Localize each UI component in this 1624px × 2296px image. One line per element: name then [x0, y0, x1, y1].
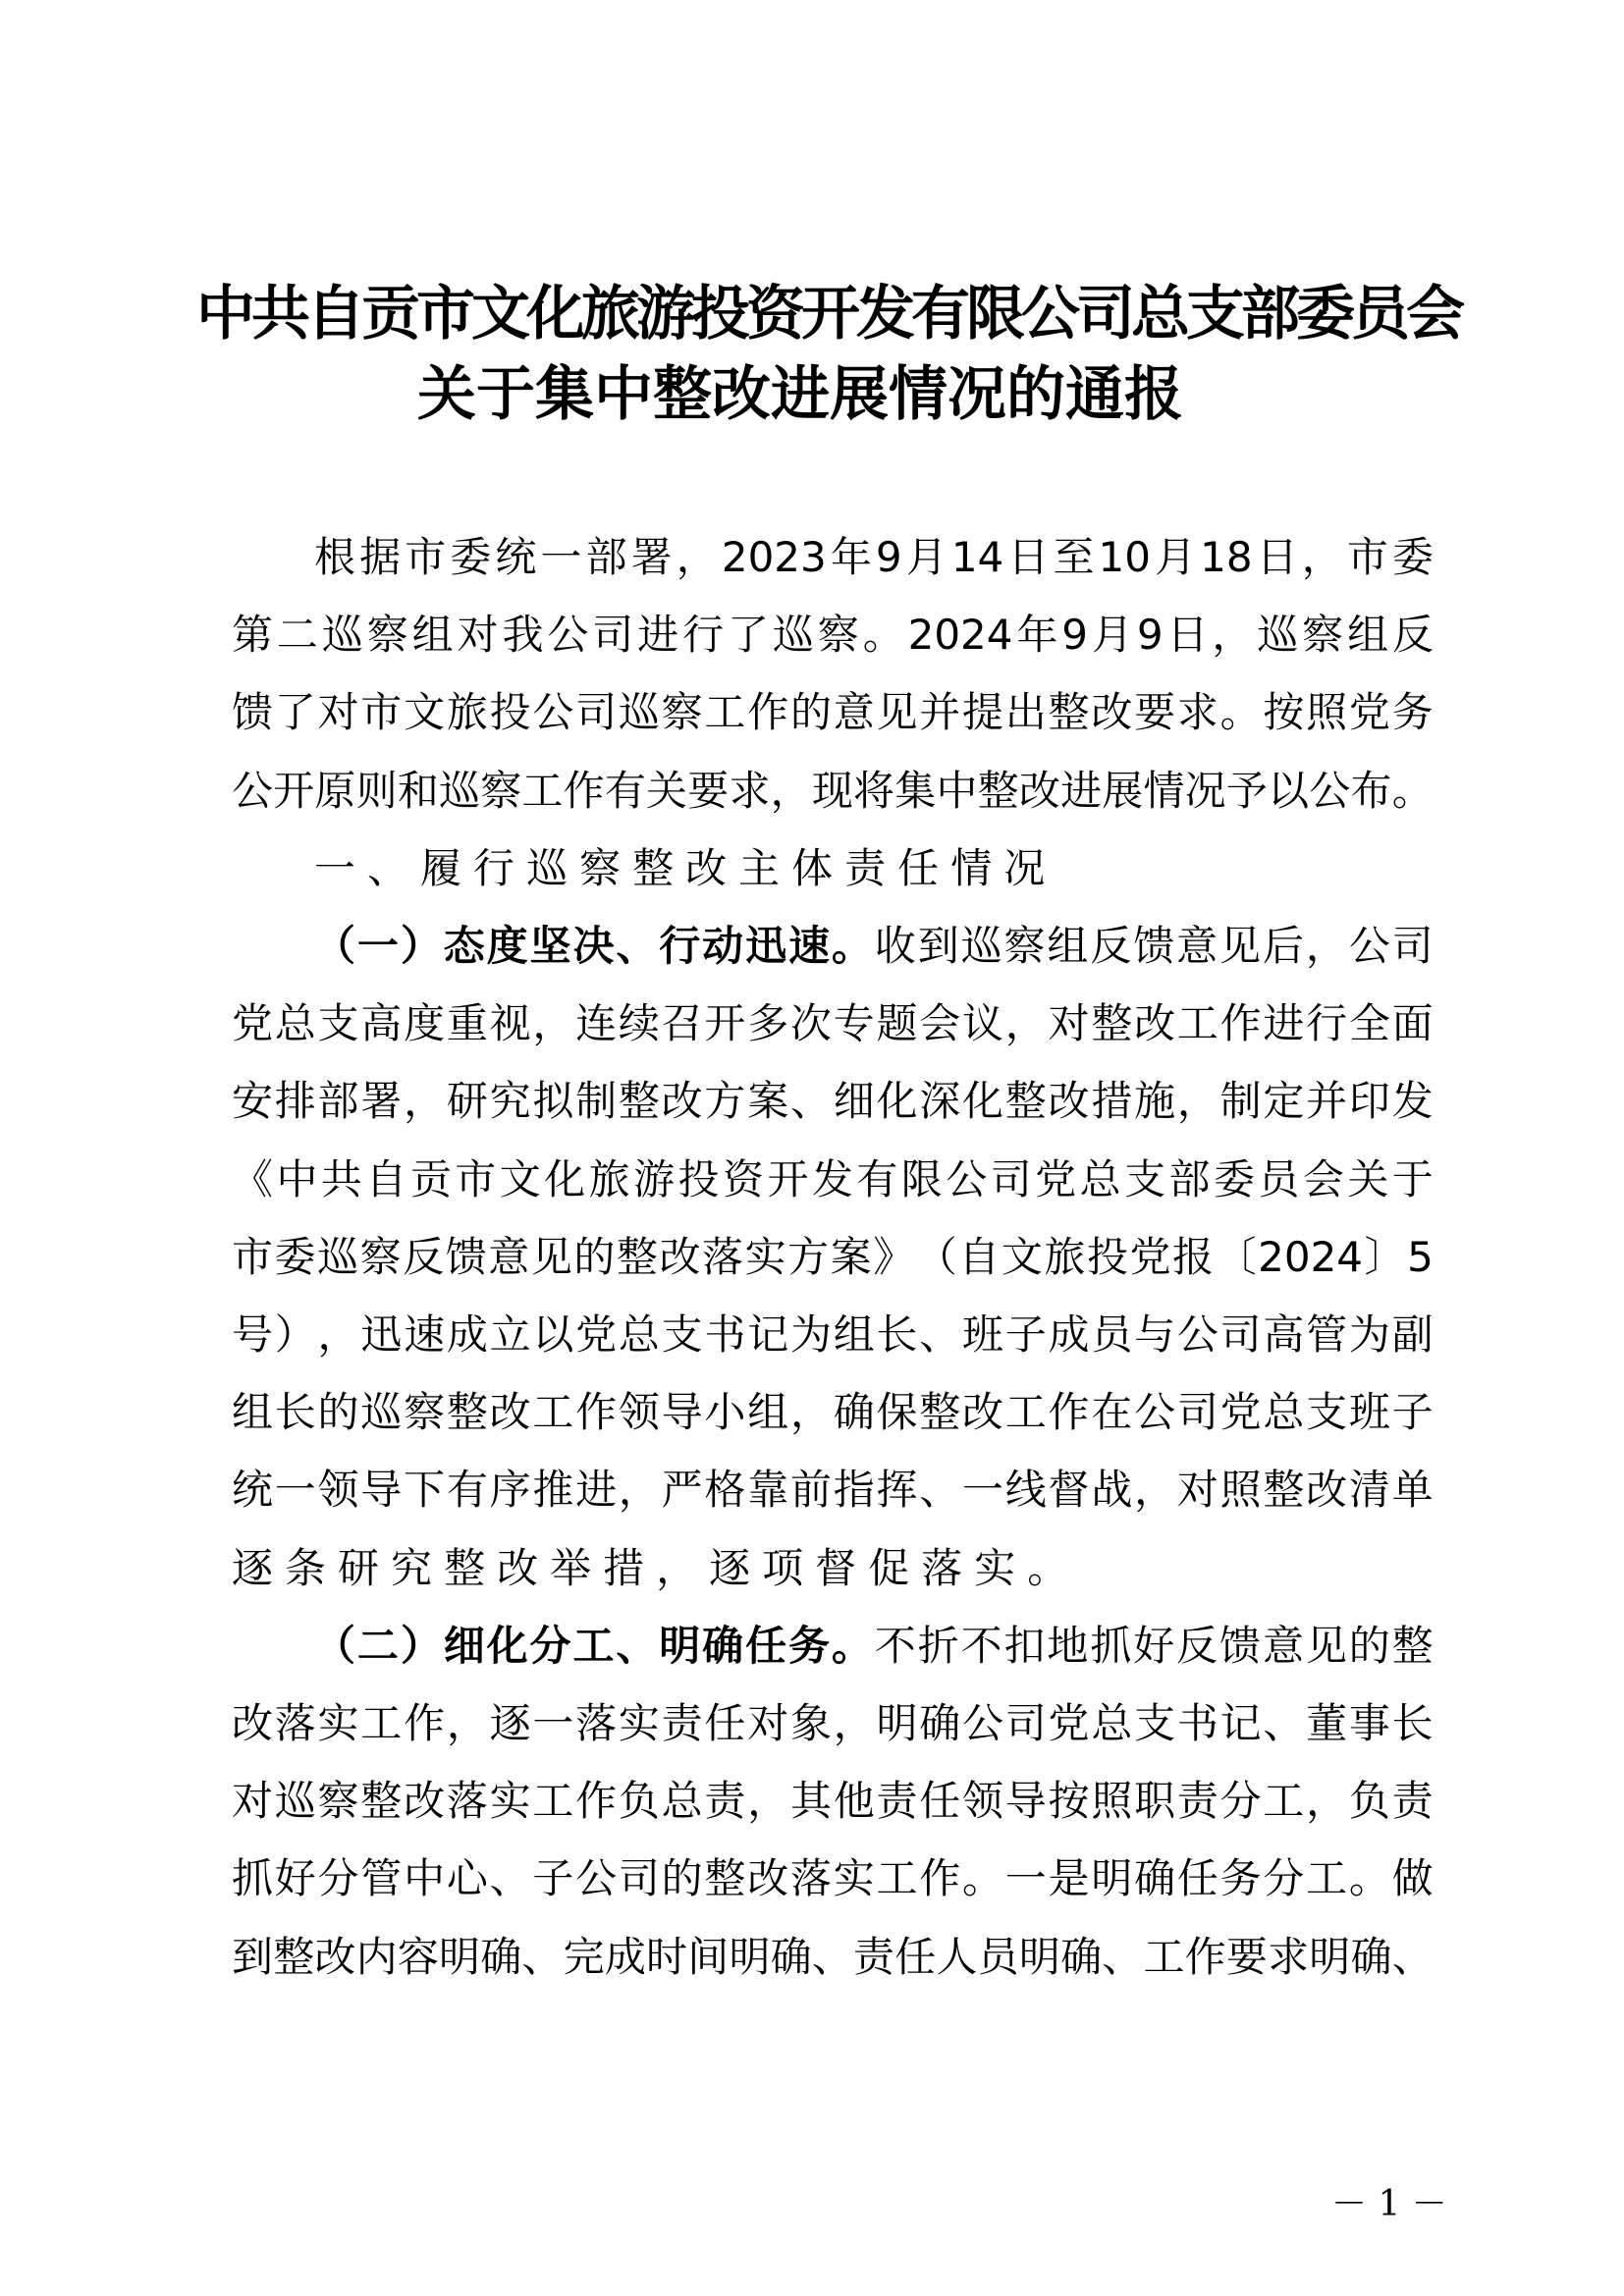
subsection-1-line: 市 委 巡 察 反 馈 意 见 的 整 改 落 实 方 案 》 （ 自 文 旅 投 党 报 〔 2024 〕 5 — [232, 1233, 1434, 1281]
paragraph-1-line: 馈 了 对 市 文 旅 投 公 司 巡 察 工 作 的 意 见 并 提 出 整 改 要 求 。 按 照 党 务 — [232, 688, 1434, 736]
subsection-2-line: 抓 好 分 管 中 心 、 子 公 司 的 整 改 落 实 工 作 。 一 是 明 确 任 务 分 工 。 做 — [232, 1854, 1434, 1902]
subsection-2-line: 到 整 改 内 容 明 确 、 完 成 时 间 明 确 、 责 任 人 员 明 确 、 工 作 要 求 明 确 、 — [232, 1933, 1434, 1981]
page-number: － 1 － — [1331, 2184, 1447, 2224]
document-title-line-1: 中共自贡市文化旅游投资开发有限公司总支部委员会 — [196, 280, 1461, 348]
paragraph-1-line: 第 二 巡 察 组 对 我 公 司 进 行 了 巡 察 。 2024 年 9 月 9 日 ， 巡 察 组 反 — [232, 611, 1434, 659]
subsection-1-line: 《 中 共 自 贡 市 文 化 旅 游 投 资 开 发 有 限 公 司 党 总 支 部 委 员 会 关 于 — [232, 1155, 1434, 1203]
subsection-2-line: 对 巡 察 整 改 落 实 工 作 负 总 责 ， 其 他 责 任 领 导 按 照 职 责 分 工 ， 负 责 — [232, 1777, 1434, 1825]
section-heading: 一 、 履 行 巡 察 整 改 主 体 责 任 情 况 — [314, 844, 1046, 892]
document-title-line-2: 关于集中整改进展情况的通报 — [417, 360, 1183, 429]
subsection-1-line: 组 长 的 巡 察 整 改 工 作 领 导 小 组 ， 确 保 整 改 工 作 在 公 司 党 总 支 班 子 — [232, 1388, 1434, 1436]
paragraph-1-line: 根 据 市 委 统 一 部 署 ， 2023 年 9 月 14 日 至 10 月 18 日 ， 市 委 — [314, 533, 1434, 581]
subsection-1-line: 逐 条 研 究 整 改 举 措 ， 逐 项 督 促 落 实 。 — [232, 1544, 1069, 1592]
subsection-1-line: 安 排 部 署 ， 研 究 拟 制 整 改 方 案 、 细 化 深 化 整 改 措 施 ， 制 定 并 印 发 — [232, 1077, 1434, 1125]
subsection-1-line: 统 一 领 导 下 有 序 推 进 ， 严 格 靠 前 指 挥 、 一 线 督 战 ， 对 照 整 改 清 单 — [232, 1466, 1434, 1514]
subsection-2-first-line: （ 二 ） 细 化 分 工 、 明 确 任 务 。 不 折 不 扣 地 抓 好 反 馈 意 见 的 整 — [314, 1622, 1434, 1670]
subsection-2-line: 改 落 实 工 作 ， 逐 一 落 实 责 任 对 象 ， 明 确 公 司 党 总 支 书 记 、 董 事 长 — [232, 1699, 1434, 1747]
subsection-1-line: 号 ） ， 迅 速 成 立 以 党 总 支 书 记 为 组 长 、 班 子 成 员 与 公 司 高 管 为 副 — [232, 1310, 1434, 1359]
paragraph-1-line: 公 开 原 则 和 巡 察 工 作 有 关 要 求 ， 现 将 集 中 整 改 进 展 情 况 予 以 公 布 。 — [232, 767, 1434, 815]
subsection-1-line: 党 总 支 高 度 重 视 ， 连 续 召 开 多 次 专 题 会 议 ， 对 整 改 工 作 进 行 全 面 — [232, 999, 1434, 1047]
subsection-1-first-line: （ 一 ） 态 度 坚 决 、 行 动 迅 速 。 收 到 巡 察 组 反 馈 意 见 后 ， 公 司 — [314, 922, 1434, 970]
